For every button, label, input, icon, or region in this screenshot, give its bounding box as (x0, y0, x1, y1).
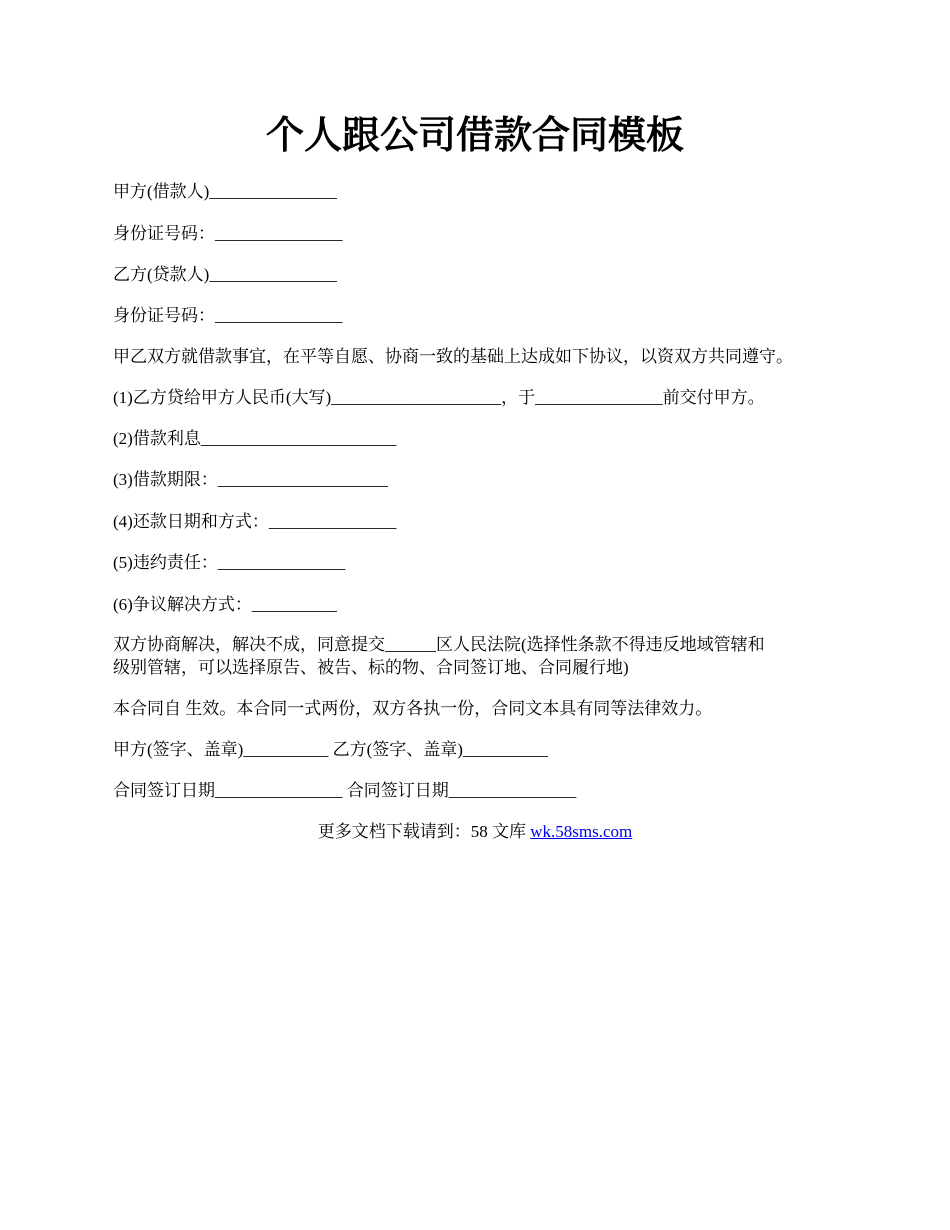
footer-link[interactable]: wk.58sms.com (530, 822, 633, 841)
dispute-text-line-1: 双方协商解决，解决不成，同意提交______区人民法院(选择性条款不得违反地域管辖和 (113, 635, 765, 654)
lender-line: 乙方(贷款人)_______________ (113, 265, 337, 284)
effective-clause: 本合同自 生效。本合同一式两份，双方各执一份，合同文本具有同等法律效力。 (113, 699, 713, 718)
clause-4-repayment: (4)还款日期和方式：_______________ (113, 512, 397, 531)
clause-1-amount: (1)乙方贷给甲方人民币(大写)____________________，于_______________前交付甲方。 (113, 388, 765, 407)
signature-line: 甲方(签字、盖章)__________ 乙方(签字、盖章)__________ (113, 740, 548, 759)
borrower-id-line: 身份证号码：_______________ (113, 224, 343, 243)
clause-5-liability: (5)违约责任：_______________ (113, 553, 346, 572)
document-title: 个人跟公司借款合同模板 (265, 115, 684, 157)
footer-text: 更多文档下载请到：58 文库 (317, 822, 531, 841)
clause-3-term: (3)借款期限：____________________ (113, 470, 388, 489)
clause-6-dispute: (6)争议解决方式：__________ (113, 595, 337, 614)
dispute-text-line-2: 级别管辖，可以选择原告、被告、标的物、合同签订地、合同履行地) (113, 658, 629, 677)
clause-2-interest: (2)借款利息_______________________ (113, 429, 397, 448)
agreement-intro: 甲乙双方就借款事宜，在平等自愿、协商一致的基础上达成如下协议，以资双方共同遵守。 (113, 347, 793, 366)
sign-date-line: 合同签订日期_______________ 合同签订日期_______________ (113, 781, 577, 800)
footer (0, 820, 950, 843)
borrower-line: 甲方(借款人)_______________ (113, 182, 337, 201)
lender-id-line: 身份证号码：_______________ (113, 306, 343, 325)
